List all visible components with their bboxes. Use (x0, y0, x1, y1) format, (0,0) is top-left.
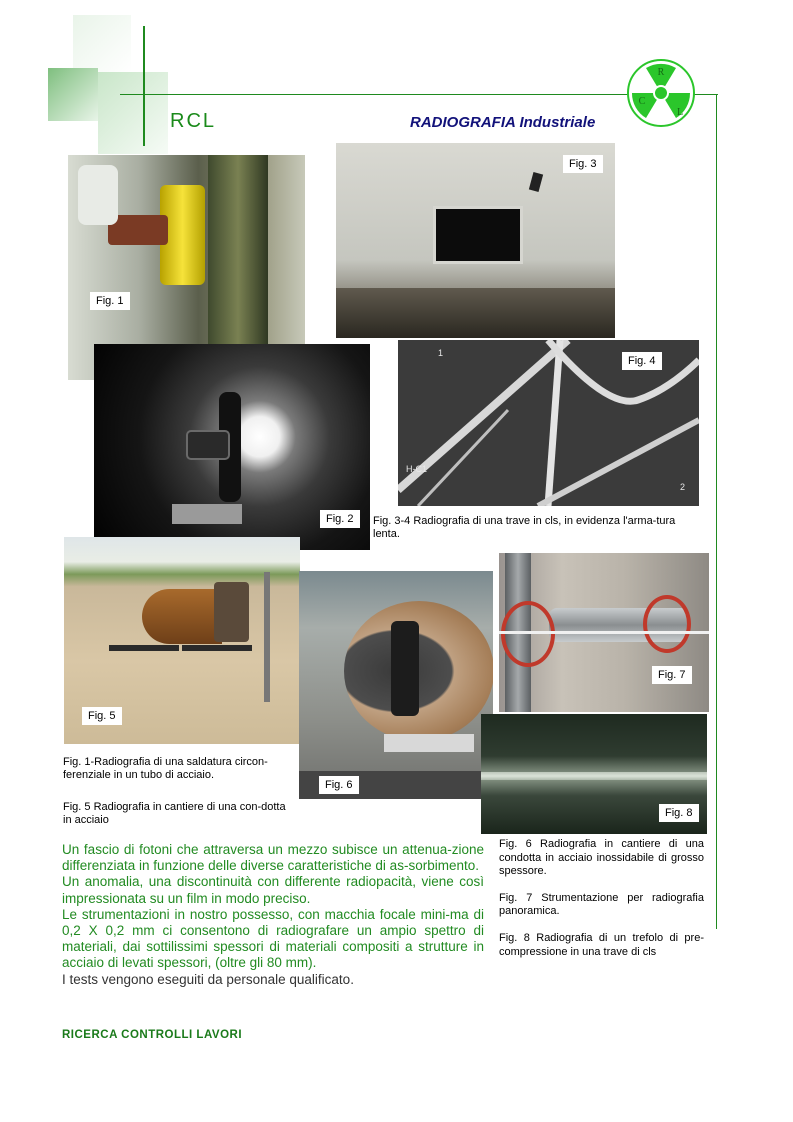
figure-1-caption: Fig. 1-Radiografia di una saldatura circon-ferenziale in un tubo di acciaio. (63, 756, 268, 781)
body-paragraph: Le strumentazioni in nostro possesso, con macchia focale mini-ma di 0,2 X 0,2 mm ci consentono di radiografare un ampio spettro di materiali, dai sottilissimi spessori di materiali compositi a strutture in acciaio di levati spessori, (oltre gli 80 mm). (62, 906, 484, 971)
company-name: RCL (170, 110, 217, 132)
body-text (62, 842, 484, 988)
figure-3-4-caption: Fig. 3-4 Radiografia di una trave in cls, in evidenza l'arma-tura lenta. (373, 515, 676, 540)
figure-1-label: Fig. 1 (90, 292, 130, 310)
figure-4-photo (398, 340, 699, 506)
decor-square (98, 72, 168, 154)
logo-letter: C (638, 96, 646, 107)
figure-4-label: Fig. 4 (622, 352, 662, 370)
figure-8-label: Fig. 8 (659, 804, 699, 822)
figure-7-label: Fig. 7 (652, 666, 692, 684)
right-vertical-rule (716, 94, 717, 929)
right-captions (499, 838, 704, 972)
body-paragraph: Un anomalia, una discontinuità con differente radiopacità, viene così impressionata su un film in modo preciso. (62, 874, 484, 906)
figure-6-label: Fig. 6 (319, 776, 359, 794)
header-vertical-rule (143, 26, 145, 146)
figure-4-mark: 2 (680, 482, 686, 492)
figure-6-caption: Fig. 6 Radiografia in cantiere di una condotta in acciaio inossidabile di grosso spessore. (499, 838, 704, 878)
figure-6-photo (299, 571, 493, 799)
figure-8-photo (481, 714, 707, 834)
figure-3-photo (336, 143, 615, 338)
logo-letter: L (676, 107, 684, 118)
figure-2-photo (94, 344, 370, 550)
figure-5-label: Fig. 5 (82, 707, 122, 725)
figure-8-caption: Fig. 8 Radiografia di un trefolo di pre-compressione in una trave di cls (499, 931, 704, 958)
logo-letter: R (657, 67, 665, 78)
figure-5-caption: Fig. 5 Radiografia in cantiere di una con-dotta in acciaio (63, 801, 286, 826)
figure-5-photo (64, 537, 300, 744)
figure-2-label: Fig. 2 (320, 510, 360, 528)
footer-tagline: RICERCA CONTROLLI LAVORI (62, 1029, 243, 1041)
figure-7-photo (497, 551, 711, 714)
figure-7-caption: Fig. 7 Strumentazione per radiografia panoramica. (499, 891, 704, 918)
decor-square (73, 15, 131, 73)
figure-4-mark: 1 (438, 348, 444, 358)
body-paragraph: I tests vengono eseguiti da personale qualificato. (62, 971, 354, 987)
document-title: RADIOGRAFIA Industriale (410, 114, 596, 131)
rcl-logo-icon (626, 58, 696, 128)
body-paragraph: Un fascio di fotoni che attraversa un mezzo subisce un attenua-zione differenziata in funzione delle diverse caratteristiche di as-sorbimento. (62, 842, 484, 874)
figure-4-mark: H-C1 (406, 464, 428, 474)
figure-3-label: Fig. 3 (563, 155, 603, 173)
decor-square (48, 68, 98, 121)
